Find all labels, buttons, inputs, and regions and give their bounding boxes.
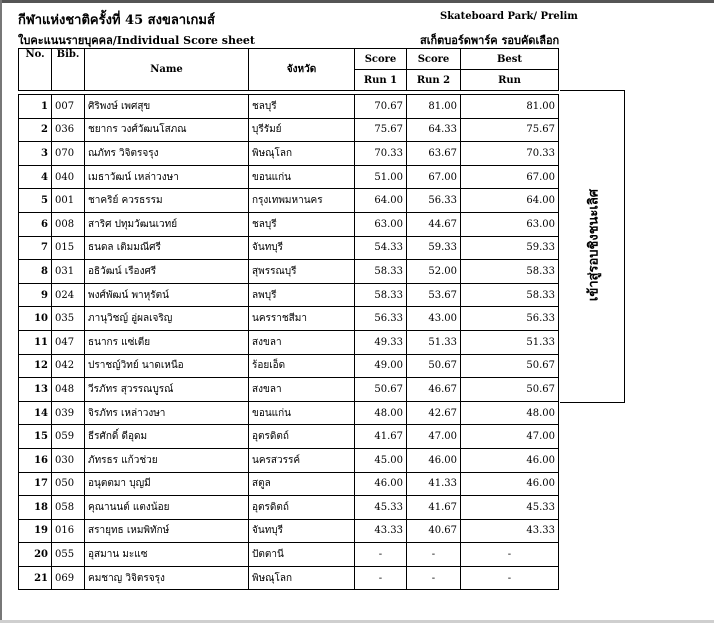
row-bib: 047	[52, 330, 85, 354]
window-top-edge	[0, 0, 714, 3]
document-title: กีฬาแห่งชาติครั้งที่ 45 สงขลาเกมส์	[18, 13, 215, 28]
table-body	[19, 91, 559, 590]
row-province: ลพบุรี	[249, 283, 355, 307]
row-number: 7	[19, 236, 52, 260]
row-run2: -	[407, 566, 461, 590]
row-province: จันทบุรี	[249, 519, 355, 543]
event-name-th: สเก็ตบอร์ดพาร์ค รอบคัดเลือก	[420, 34, 560, 47]
row-best: 58.33	[461, 283, 559, 307]
row-number: 14	[19, 401, 52, 425]
row-run2: 43.00	[407, 307, 461, 331]
row-number: 5	[19, 189, 52, 213]
row-run2: 53.67	[407, 283, 461, 307]
col-header-bib: Bib.	[52, 49, 85, 91]
row-bib: 039	[52, 401, 85, 425]
row-province: จันทบุรี	[249, 236, 355, 260]
table-row	[19, 566, 559, 590]
table-row	[19, 260, 559, 284]
table-row	[19, 307, 559, 331]
row-run2: 67.00	[407, 165, 461, 189]
row-province: ร้อยเอ็ด	[249, 354, 355, 378]
row-name: สรายุทธ เหมพิทักษ์	[85, 519, 249, 543]
row-province: ขอนแก่น	[249, 165, 355, 189]
row-number: 20	[19, 543, 52, 567]
row-name: ชยากร วงศ์วัฒนโสภณ	[85, 118, 249, 142]
row-name: คมชาญ วิจิตรจรุง	[85, 566, 249, 590]
row-best: 64.00	[461, 189, 559, 213]
table-header	[19, 49, 559, 91]
row-run1: 43.33	[355, 519, 407, 543]
row-best: 46.00	[461, 448, 559, 472]
row-run2: 81.00	[407, 95, 461, 119]
row-run1: 49.00	[355, 354, 407, 378]
row-run1: 45.00	[355, 448, 407, 472]
row-name: เมธาวัฒน์ เหล่าวงษา	[85, 165, 249, 189]
row-run1: 56.33	[355, 307, 407, 331]
col-header-best-run: Run	[461, 70, 559, 91]
row-run2: 46.67	[407, 378, 461, 402]
row-best: 67.00	[461, 165, 559, 189]
row-run2: 46.00	[407, 448, 461, 472]
row-number: 16	[19, 448, 52, 472]
row-province: นครราชสีมา	[249, 307, 355, 331]
row-name: จิรภัทร เหล่าวงษา	[85, 401, 249, 425]
row-bib: 001	[52, 189, 85, 213]
row-name: ธีรศักดิ์ ดีอุดม	[85, 425, 249, 449]
table-row	[19, 95, 559, 119]
row-run1: 54.33	[355, 236, 407, 260]
row-run2: 51.33	[407, 330, 461, 354]
row-province: สตูล	[249, 472, 355, 496]
table-row	[19, 519, 559, 543]
row-bib: 040	[52, 165, 85, 189]
row-name: วีรภัทร สุวรรณบูรณ์	[85, 378, 249, 402]
row-run1: 46.00	[355, 472, 407, 496]
row-run2: 44.67	[407, 212, 461, 236]
row-run2: 63.67	[407, 142, 461, 166]
row-number: 15	[19, 425, 52, 449]
row-bib: 055	[52, 543, 85, 567]
table-row	[19, 354, 559, 378]
row-best: 51.33	[461, 330, 559, 354]
row-run1: 58.33	[355, 283, 407, 307]
row-number: 8	[19, 260, 52, 284]
table-row	[19, 236, 559, 260]
table-row	[19, 378, 559, 402]
row-bib: 008	[52, 212, 85, 236]
row-name: ธนากร แซ่เตีย	[85, 330, 249, 354]
row-best: 50.67	[461, 354, 559, 378]
row-province: ชลบุรี	[249, 212, 355, 236]
row-best: 59.33	[461, 236, 559, 260]
row-best: 70.33	[461, 142, 559, 166]
row-name: ชาคริย์ ควรธรรม	[85, 189, 249, 213]
row-run2: 52.00	[407, 260, 461, 284]
row-run2: 50.67	[407, 354, 461, 378]
row-bib: 048	[52, 378, 85, 402]
table-row	[19, 401, 559, 425]
row-name: ภัทรธร แก้วช่วย	[85, 448, 249, 472]
row-run1: -	[355, 543, 407, 567]
row-best: 47.00	[461, 425, 559, 449]
row-bib: 058	[52, 496, 85, 520]
row-name: อุสมาน มะแซ	[85, 543, 249, 567]
row-bib: 030	[52, 448, 85, 472]
col-header-run2: Run 2	[407, 70, 461, 91]
row-name: ภานุวิชญ์ อู่ผลเจริญ	[85, 307, 249, 331]
row-province: ชลบุรี	[249, 95, 355, 119]
table-row	[19, 472, 559, 496]
row-run1: 70.33	[355, 142, 407, 166]
row-best: 50.67	[461, 378, 559, 402]
row-run1: 75.67	[355, 118, 407, 142]
row-number: 4	[19, 165, 52, 189]
row-province: อุตรดิตถ์	[249, 496, 355, 520]
col-header-no: No.	[19, 49, 52, 91]
row-province: สงขลา	[249, 330, 355, 354]
col-header-name: Name	[85, 49, 249, 91]
row-number: 17	[19, 472, 52, 496]
row-province: กรุงเทพมหานคร	[249, 189, 355, 213]
row-bib: 050	[52, 472, 85, 496]
row-province: นครสวรรค์	[249, 448, 355, 472]
row-run2: 41.33	[407, 472, 461, 496]
row-name: อนุตตมา บุญมี	[85, 472, 249, 496]
col-header-score1: Score	[355, 49, 407, 70]
row-bib: 042	[52, 354, 85, 378]
row-run1: 49.33	[355, 330, 407, 354]
row-best: 63.00	[461, 212, 559, 236]
row-province: สงขลา	[249, 378, 355, 402]
row-bib: 016	[52, 519, 85, 543]
row-province: สุพรรณบุรี	[249, 260, 355, 284]
row-best: 43.33	[461, 519, 559, 543]
row-run1: 48.00	[355, 401, 407, 425]
row-name: คุณานนต์ แตงน้อย	[85, 496, 249, 520]
row-bib: 015	[52, 236, 85, 260]
window-left-edge	[0, 0, 2, 623]
row-number: 10	[19, 307, 52, 331]
row-run2: 47.00	[407, 425, 461, 449]
row-number: 19	[19, 519, 52, 543]
row-best: 56.33	[461, 307, 559, 331]
row-best: 48.00	[461, 401, 559, 425]
row-number: 3	[19, 142, 52, 166]
row-run2: 59.33	[407, 236, 461, 260]
row-number: 13	[19, 378, 52, 402]
row-run2: 41.67	[407, 496, 461, 520]
row-run1: 41.67	[355, 425, 407, 449]
row-name: ธนดล เติมมณีศรี	[85, 236, 249, 260]
table-row	[19, 118, 559, 142]
row-bib: 024	[52, 283, 85, 307]
col-header-province: จังหวัด	[249, 49, 355, 91]
table-row	[19, 142, 559, 166]
table-row	[19, 165, 559, 189]
row-province: บุรีรัมย์	[249, 118, 355, 142]
row-bib: 035	[52, 307, 85, 331]
row-best: 58.33	[461, 260, 559, 284]
table-row	[19, 189, 559, 213]
score-table	[18, 48, 559, 590]
row-number: 18	[19, 496, 52, 520]
row-number: 12	[19, 354, 52, 378]
row-run2: -	[407, 543, 461, 567]
col-header-run1: Run 1	[355, 70, 407, 91]
row-bib: 059	[52, 425, 85, 449]
row-run1: 45.33	[355, 496, 407, 520]
table-row	[19, 330, 559, 354]
row-best: 75.67	[461, 118, 559, 142]
row-bib: 069	[52, 566, 85, 590]
row-best: 45.33	[461, 496, 559, 520]
table-row	[19, 212, 559, 236]
row-run1: 63.00	[355, 212, 407, 236]
col-header-best: Best	[461, 49, 559, 70]
table-row	[19, 543, 559, 567]
row-run1: 64.00	[355, 189, 407, 213]
row-name: พงศ์พัฒน์ พาหุรัตน์	[85, 283, 249, 307]
row-province: อุตรดิตถ์	[249, 425, 355, 449]
row-name: ศิริพงษ์ เพศสุข	[85, 95, 249, 119]
row-best: -	[461, 543, 559, 567]
qualified-label: เข้าสู่รอบชิงชนะเลิศ	[586, 188, 602, 302]
row-run2: 56.33	[407, 189, 461, 213]
row-run2: 42.67	[407, 401, 461, 425]
row-run2: 64.33	[407, 118, 461, 142]
row-run1: 58.33	[355, 260, 407, 284]
row-number: 1	[19, 95, 52, 119]
row-province: พิษณุโลก	[249, 142, 355, 166]
row-province: ขอนแก่น	[249, 401, 355, 425]
row-number: 9	[19, 283, 52, 307]
table-row	[19, 283, 559, 307]
row-run1: 51.00	[355, 165, 407, 189]
row-best: 46.00	[461, 472, 559, 496]
row-bib: 070	[52, 142, 85, 166]
row-number: 2	[19, 118, 52, 142]
event-name-en: Skateboard Park/ Prelim	[440, 11, 578, 22]
row-province: ปัตตานี	[249, 543, 355, 567]
row-best: -	[461, 566, 559, 590]
row-run1: 70.67	[355, 95, 407, 119]
row-number: 6	[19, 212, 52, 236]
row-name: ณภัทร วิจิตรจรุง	[85, 142, 249, 166]
table-row	[19, 425, 559, 449]
row-name: ปราชญ์วิทย์ นาดเหนือ	[85, 354, 249, 378]
col-header-score2: Score	[407, 49, 461, 70]
row-bib: 036	[52, 118, 85, 142]
row-bib: 007	[52, 95, 85, 119]
table-row	[19, 448, 559, 472]
row-name: อธิวัฒน์ เรืองศรี	[85, 260, 249, 284]
table-row	[19, 496, 559, 520]
row-name: สาริศ ปทุมวัฒนเวทย์	[85, 212, 249, 236]
row-best: 81.00	[461, 95, 559, 119]
row-run1: -	[355, 566, 407, 590]
row-bib: 031	[52, 260, 85, 284]
document-subtitle: ใบคะแนนรายบุคคล/Individual Score sheet	[18, 34, 256, 47]
row-province: พิษณุโลก	[249, 566, 355, 590]
row-run1: 50.67	[355, 378, 407, 402]
row-run2: 40.67	[407, 519, 461, 543]
row-number: 21	[19, 566, 52, 590]
row-number: 11	[19, 330, 52, 354]
